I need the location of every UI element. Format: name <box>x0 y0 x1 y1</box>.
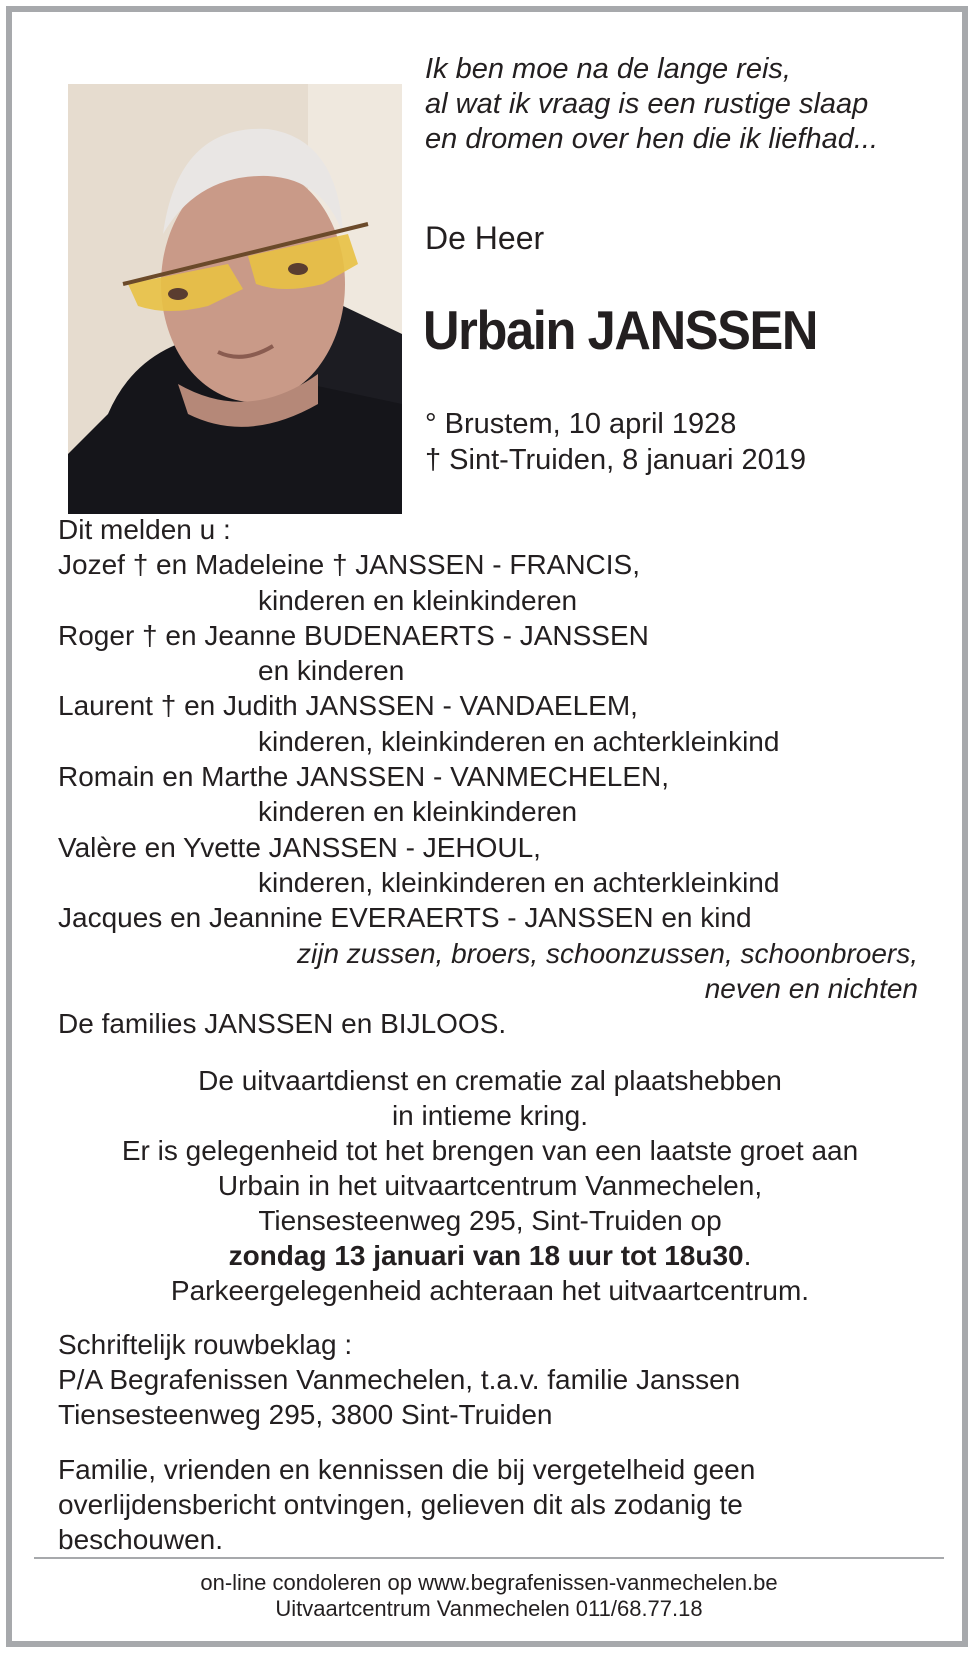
ceremony-line: De uitvaartdienst en crematie zal plaatshebben <box>198 1065 782 1096</box>
birth-date: ° Brustem, 10 april 1928 <box>425 408 737 440</box>
poem-line: Ik ben moe na de lange reis, <box>425 53 791 85</box>
relative-line: kinderen, kleinkinderen en achterkleinkind <box>258 725 780 757</box>
poem <box>425 52 945 157</box>
visitation-date: zondag 13 januari van 18 uur tot 18u30 <box>228 1240 744 1271</box>
ceremony-line: Parkeergelegenheid achteraan het uitvaartcentrum. <box>170 1275 810 1306</box>
footer <box>34 1570 944 1622</box>
relatives-list <box>58 512 918 1041</box>
relative-line: kinderen, kleinkinderen en achterkleinkind <box>258 866 780 898</box>
condolence-address-line: P/A Begrafenissen Vanmechelen, t.a.v. familie Janssen <box>58 1364 741 1395</box>
visitation-date-suffix: . <box>743 1240 752 1271</box>
notice-line: overlijdensbericht ontvingen, gelieven dit als zodanig te <box>58 1489 743 1520</box>
ceremony-line: Tiensesteenweg 295, Sint-Truiden op <box>258 1205 722 1236</box>
siblings-line: neven en nichten <box>704 972 918 1004</box>
poem-line: en dromen over hen die ik liefhad... <box>425 123 878 155</box>
portrait-illustration <box>68 84 402 514</box>
deceased-name: Urbain JANSSEN <box>423 299 818 361</box>
ceremony-line: Er is gelegenheid tot het brengen van een laatste groet aan <box>121 1135 859 1166</box>
honorific: De Heer <box>425 220 545 256</box>
omission-notice <box>58 1452 928 1557</box>
ceremony-line: Urbain in het uitvaartcentrum Vanmechelen, <box>217 1170 763 1201</box>
notice-line: Familie, vrienden en kennissen die bij vergetelheid geen <box>58 1454 756 1485</box>
funeral-home-contact: Uitvaartcentrum Vanmechelen 011/68.77.18 <box>275 1596 703 1621</box>
death-date: † Sint-Truiden, 8 januari 2019 <box>425 444 806 476</box>
condolence-heading: Schriftelijk rouwbeklag : <box>58 1329 353 1360</box>
portrait-photo <box>68 84 402 514</box>
condolence-website: on-line condoleren op www.begrafenissen-vanmechelen.be <box>200 1570 778 1595</box>
relative-line: Valère en Yvette JANSSEN - JEHOUL, <box>58 831 541 863</box>
life-dates <box>425 406 806 478</box>
notice-line: beschouwen. <box>58 1524 224 1555</box>
families-line: De families JANSSEN en BIJLOOS. <box>58 1008 507 1040</box>
relatives-intro: Dit melden u : <box>58 514 231 545</box>
relative-line: en kinderen <box>258 655 405 687</box>
relative-line: Jozef † en Madeleine † JANSSEN - FRANCIS, <box>58 549 641 581</box>
relative-line: kinderen en kleinkinderen <box>258 796 578 828</box>
ceremony-line: in intieme kring. <box>391 1100 589 1131</box>
condolence-address <box>58 1327 928 1432</box>
poem-line: al wat ik vraag is een rustige slaap <box>425 88 869 120</box>
relative-line: Jacques en Jeannine EVERAERTS - JANSSEN en kind <box>58 902 752 934</box>
relative-line: Roger † en Jeanne BUDENAERTS - JANSSEN <box>58 619 649 651</box>
ceremony-details <box>40 1063 940 1308</box>
relative-line: Romain en Marthe JANSSEN - VANMECHELEN, <box>58 761 669 793</box>
siblings-line: zijn zussen, broers, schoonzussen, schoonbroers, <box>297 937 918 969</box>
visitation-date-line <box>40 1238 940 1273</box>
footer-divider <box>34 1557 944 1559</box>
condolence-address-line: Tiensesteenweg 295, 3800 Sint-Truiden <box>58 1399 553 1430</box>
relative-line: kinderen en kleinkinderen <box>258 584 578 616</box>
relative-line: Laurent † en Judith JANSSEN - VANDAELEM, <box>58 690 638 722</box>
